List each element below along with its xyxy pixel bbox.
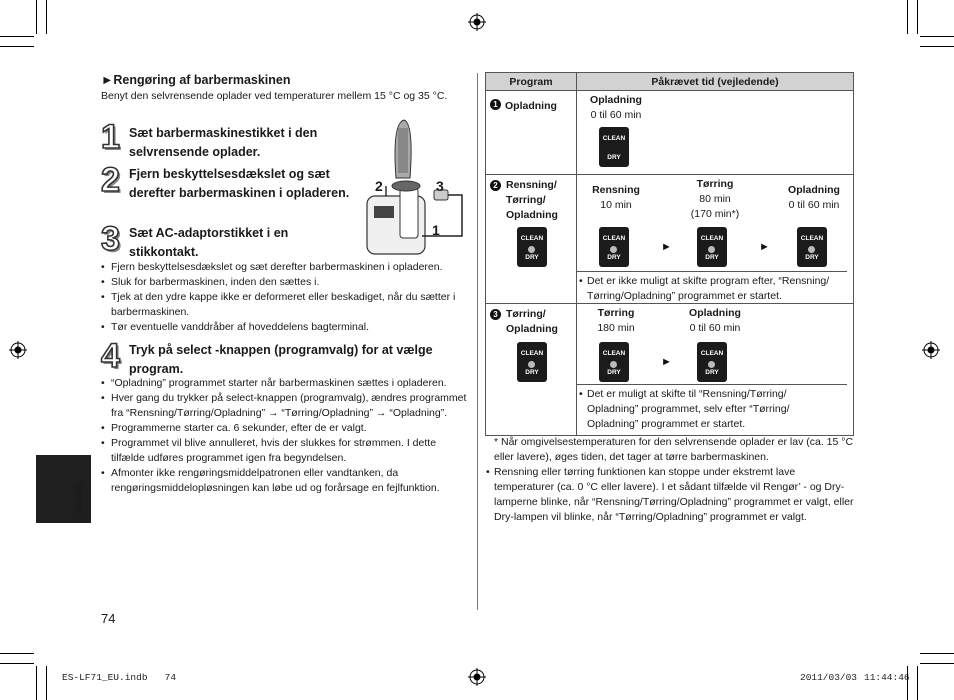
- column-divider: [477, 73, 478, 610]
- crop-mark: [920, 36, 954, 37]
- list-item: • Programmerne starter ca. 6 sekunder, efter de er valgt.: [101, 421, 471, 436]
- step-text: Tryk på select -knappen (programvalg) for at vælge program.: [129, 343, 433, 376]
- stage-time: 80 min: [699, 193, 731, 205]
- list-item: • Hver gang du trykker på select-knappen (programvalg), ændres programmet fra “Rensning/Tørring/Opladning” → “Tørring/Opladning” → “Opladning”.: [101, 391, 471, 421]
- stage-label: Tørring: [597, 307, 635, 319]
- crop-mark: [920, 663, 954, 664]
- lamp-dot: [528, 361, 535, 368]
- table-row: [486, 304, 854, 436]
- callout-label: 3: [436, 178, 444, 194]
- footnote-bullet: [486, 465, 856, 525]
- bullet-dot: •: [579, 388, 583, 400]
- footer-date: 2011/03/03: [800, 672, 858, 683]
- callout-label: 2: [375, 178, 383, 194]
- lamp-dot: [708, 361, 715, 368]
- crop-mark: [907, 0, 908, 34]
- list-item: • “Opladning” programmet starter når barbermaskinen sættes i opladeren.: [101, 376, 471, 391]
- language-label: Dansk: [73, 484, 84, 515]
- clean-dry-lamp-icon: [797, 227, 827, 267]
- lamp-dry-label: DRY: [805, 254, 819, 261]
- list-item: • Afmonter ikke rengøringsmiddelpatronen eller vandtanken, da rengøringsmiddelopløsningen kan løbe ud og forårsage en fejlfunktion.: [101, 466, 471, 496]
- arrow-right-icon: ►: [759, 241, 770, 253]
- step-text: Sæt barbermaskinestikket i den selvrensende oplader.: [129, 126, 318, 159]
- bullet-dot: •: [579, 275, 583, 287]
- stage-time: 0 til 60 min: [788, 199, 840, 211]
- footer-file: ES-LF71_EU.indb 74: [62, 672, 177, 683]
- stage-time: 0 til 60 min: [689, 322, 741, 334]
- lamp-clean-label: CLEAN: [520, 350, 544, 357]
- stage-time: 0 til 60 min: [590, 109, 642, 121]
- stage-label: Rensning: [592, 184, 640, 196]
- lamp-clean-label: CLEAN: [602, 135, 626, 142]
- step-number: 3: [101, 220, 120, 258]
- lamp-dry-label: DRY: [607, 369, 621, 376]
- stage-label: Opladning: [689, 307, 741, 319]
- lamp-dry-label: DRY: [525, 254, 539, 261]
- step-text: Sæt AC-adaptorstikket i en stikkontakt.: [129, 226, 289, 259]
- crop-mark: [0, 653, 34, 654]
- table-header-program: Program: [486, 73, 577, 91]
- list-item: • Fjern beskyttelsesdækslet og sæt derefter barbermaskinen i opladeren.: [101, 260, 471, 275]
- lamp-dry-label: DRY: [705, 254, 719, 261]
- clean-dry-lamp-icon: [697, 227, 727, 267]
- lamp-dot: [528, 246, 535, 253]
- section-intro: Benyt den selvrensende oplader ved temperaturer mellem 15 °C og 35 °C.: [101, 90, 448, 102]
- lamp-clean-label: CLEAN: [602, 350, 626, 357]
- registration-mark-icon: [9, 341, 27, 359]
- crop-mark: [917, 666, 918, 700]
- footnote-text: Rensning eller tørring funktionen kan stoppe under ekstremt lave temperaturer (ca. 0 °C eller lavere). I et sådant tilfælde vil Rengør’ - og Dry-lamperne blinke, når “Rensning/Tørring/Opladning” programmet er valgt, eller Dry-lampen vil blinke, når “Tørring/Opladning” programmet er valgt.: [494, 466, 854, 523]
- lamp-dry-label: DRY: [705, 369, 719, 376]
- note-text: Det er muligt at skifte til “Rensning/Tørring/ Opladning” programmet, selv efter “Tørring/ Opladning” programmet er startet.: [587, 388, 790, 430]
- bullet-list: [101, 376, 471, 496]
- footnotes: [486, 435, 856, 525]
- program-note: [577, 271, 847, 304]
- list-item: • Tør eventuelle vanddråber af hoveddelens bagterminal.: [101, 320, 471, 335]
- page-number: 74: [101, 611, 116, 626]
- lamp-clean-label: CLEAN: [700, 350, 724, 357]
- program-table: [485, 72, 854, 436]
- section-title: ►Rengøring af barbermaskinen: [101, 73, 291, 87]
- bullet-list: [101, 260, 471, 335]
- crop-mark: [920, 46, 954, 47]
- step-number: 4: [101, 337, 120, 375]
- step-number: 1: [101, 118, 120, 156]
- registration-mark-icon: [922, 341, 940, 359]
- list-item: • Programmet vil blive annulleret, hvis der slukkes for strømmen. I dette tilfælde udføres programmet igen fra begyndelsen.: [101, 436, 471, 466]
- bullet-dot: •: [486, 466, 490, 478]
- arrow-right-icon: ►: [661, 241, 672, 253]
- footnote: * Når omgivelsestemperaturen for den selvrensende oplader er lav (ca. 15 °C eller lavere), øges tiden, det tager at tørre barbermaskinen.: [494, 436, 854, 463]
- clean-dry-lamp-icon: [599, 227, 629, 267]
- lamp-dot: [708, 246, 715, 253]
- lamp-clean-label: CLEAN: [602, 235, 626, 242]
- crop-mark: [0, 663, 34, 664]
- lamp-dot: [808, 246, 815, 253]
- crop-mark: [0, 36, 34, 37]
- lamp-clean-label: CLEAN: [520, 235, 544, 242]
- note-text: Det er ikke muligt at skifte program efter, “Rensning/ Tørring/Opladning” programmet er startet.: [587, 275, 830, 302]
- table-row: [486, 175, 854, 304]
- stage-label: Opladning: [590, 94, 642, 106]
- crop-mark: [46, 0, 47, 34]
- lamp-clean-label: CLEAN: [800, 235, 824, 242]
- clean-dry-lamp-icon: [599, 127, 629, 167]
- lamp-dot: [610, 361, 617, 368]
- clean-dry-lamp-icon: [697, 342, 727, 382]
- row-number-icon: 3: [490, 309, 501, 320]
- clean-dry-lamp-icon: [517, 227, 547, 267]
- crop-mark: [36, 0, 37, 34]
- row-number-icon: 2: [490, 180, 501, 191]
- callout-label: 1: [432, 222, 440, 238]
- lamp-dry-label: DRY: [607, 254, 621, 261]
- table-row: [486, 91, 854, 175]
- stage-time: 10 min: [600, 199, 632, 211]
- program-name: Opladning: [505, 100, 557, 112]
- stage-time: 180 min: [597, 322, 635, 334]
- list-item: • Tjek at den ydre kappe ikke er deformeret eller beskadiget, når du sætter i barbermaskinen.: [101, 290, 471, 320]
- row-number-icon: 1: [490, 99, 501, 110]
- crop-mark: [36, 666, 37, 700]
- step-number: 2: [101, 161, 120, 199]
- crop-mark: [0, 46, 34, 47]
- lamp-dry-label: DRY: [607, 154, 621, 161]
- lamp-dry-label: DRY: [525, 369, 539, 376]
- clean-dry-lamp-icon: [517, 342, 547, 382]
- registration-mark-icon: [468, 13, 486, 31]
- lamp-clean-label: CLEAN: [700, 235, 724, 242]
- lamp-dot: [610, 246, 617, 253]
- footer-time: 11:44:46: [864, 672, 910, 683]
- table-header-time: Påkrævet tid (vejledende): [577, 73, 854, 91]
- stage-time-alt: (170 min*): [690, 208, 740, 220]
- program-name: Tørring/ Opladning: [506, 308, 558, 335]
- step-text: Fjern beskyttelsesdækslet og sæt derefter barbermaskinen i opladeren.: [129, 167, 350, 200]
- program-note: [577, 384, 847, 432]
- clean-dry-lamp-icon: [599, 342, 629, 382]
- program-name: Rensning/ Tørring/ Opladning: [506, 179, 558, 221]
- crop-mark: [917, 0, 918, 34]
- crop-mark: [46, 666, 47, 700]
- crop-mark: [920, 653, 954, 654]
- registration-mark-icon: [468, 668, 486, 686]
- list-item: • Sluk for barbermaskinen, inden den sættes i.: [101, 275, 471, 290]
- stage-label: Opladning: [788, 184, 840, 196]
- stage-label: Tørring: [696, 178, 734, 190]
- arrow-right-icon: ►: [661, 356, 672, 368]
